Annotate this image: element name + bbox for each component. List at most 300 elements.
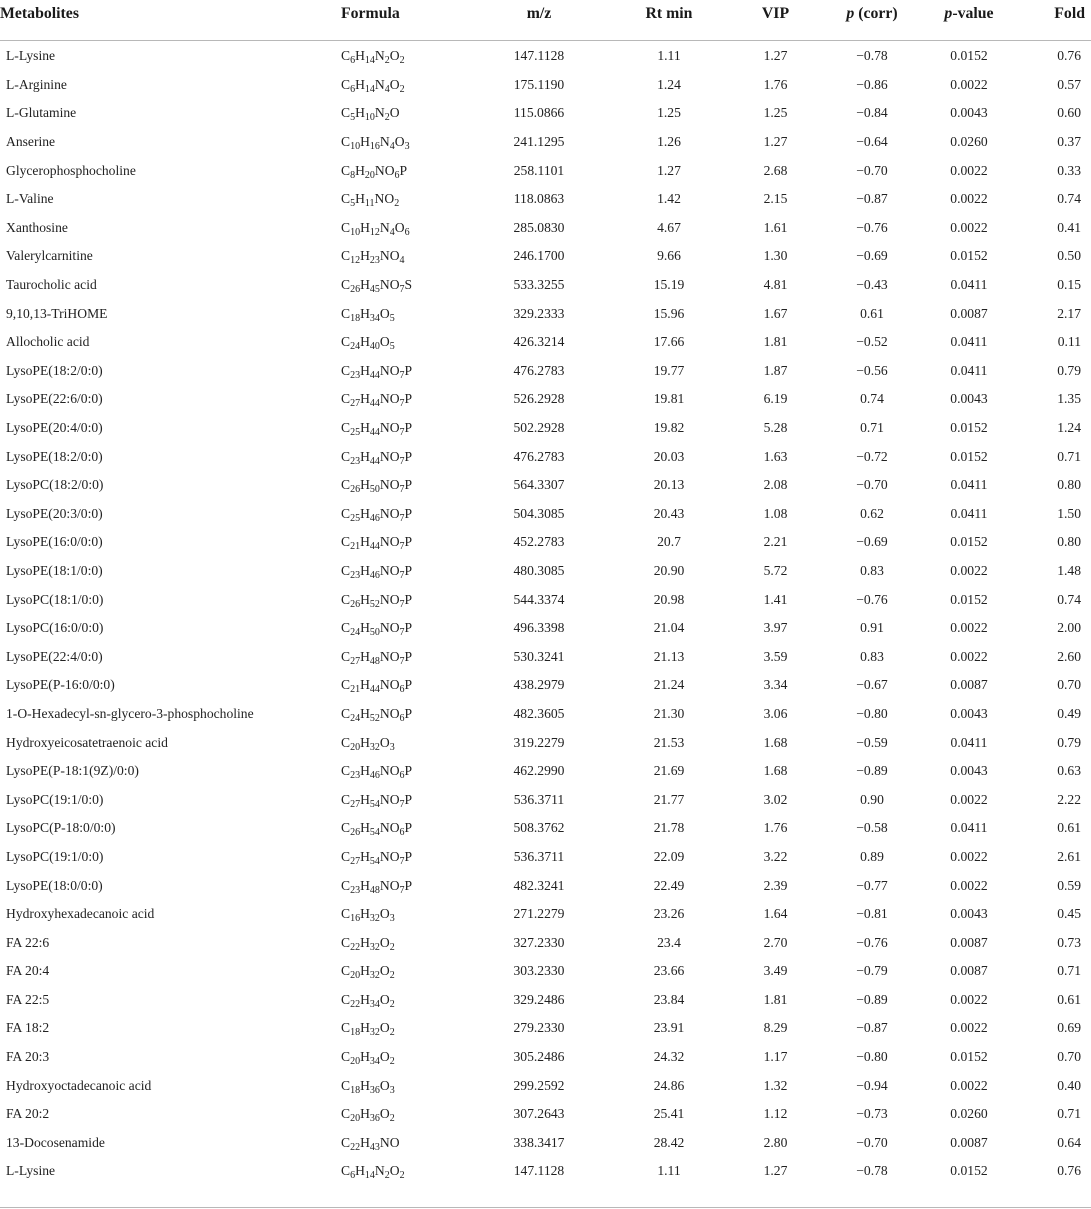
cell-vip: 3.22 (763, 848, 788, 864)
table-body (0, 42, 1091, 1186)
cell-formula (341, 957, 474, 986)
formula-subscript: 3 (389, 1084, 395, 1096)
formula-subscript: 14 (364, 83, 375, 95)
cell-metabolite: LysoPE(P-16:0/0:0) (6, 677, 115, 693)
formula-element: C (341, 848, 351, 864)
cell-mz: 462.2990 (513, 763, 565, 779)
cell-rt: 21.30 (653, 705, 685, 721)
formula-element: NO (374, 191, 395, 207)
cell-mz: 241.1295 (513, 134, 565, 150)
formula-element: H (355, 1163, 365, 1179)
formula-element: H (360, 591, 370, 607)
cell-pvalue: 0.0022 (950, 620, 988, 636)
cell-pcorr: 0.74 (860, 391, 884, 407)
formula-subscript: 2 (384, 112, 390, 124)
formula-element: C (341, 1077, 351, 1093)
cell-mz: 496.3398 (513, 620, 565, 636)
formula-element: H (360, 705, 370, 721)
cell-fold: 0.50 (1057, 248, 1081, 264)
cell-metabolite: LysoPE(18:0/0:0) (6, 877, 103, 893)
table-row (0, 900, 1091, 929)
cell-fold: 0.33 (1057, 162, 1081, 178)
table-row (0, 500, 1091, 529)
table-row (0, 1071, 1091, 1100)
formula-subscript: 45 (369, 284, 380, 296)
cell-vip: 1.76 (763, 76, 788, 92)
formula-element: N (374, 105, 385, 121)
cell-metabolite: LysoPC(P-18:0/0:0) (6, 820, 116, 836)
cell-rt: 21.13 (653, 648, 685, 664)
cell-pvalue: 0.0152 (950, 1049, 988, 1065)
formula-subscript: 54 (369, 827, 380, 839)
cell-metabolite: LysoPC(19:1/0:0) (6, 791, 104, 807)
formula-subscript: 14 (364, 55, 375, 67)
table-row (0, 957, 1091, 986)
cell-vip: 2.80 (763, 1134, 788, 1150)
cell-fold: 0.76 (1057, 1163, 1081, 1179)
cell-vip: 1.27 (763, 1163, 788, 1179)
formula-subscript: 34 (369, 1056, 380, 1068)
table-row (0, 242, 1091, 271)
formula-subscript: 6 (350, 55, 356, 67)
formula-subscript: 6 (399, 827, 405, 839)
cell-metabolite: LysoPE(16:0/0:0) (6, 534, 103, 550)
formula-subscript: 26 (350, 598, 361, 610)
cell-formula (341, 614, 474, 643)
formula-element: H (360, 391, 370, 407)
cell-rt: 19.81 (653, 391, 685, 407)
table-row (0, 528, 1091, 557)
formula-element: NO (379, 705, 400, 721)
formula-subscript: 50 (369, 627, 380, 639)
cell-pcorr: −0.89 (856, 763, 888, 779)
formula-element: O (379, 1049, 390, 1065)
table-row (0, 185, 1091, 214)
formula-element: H (360, 277, 370, 293)
cell-fold: 0.49 (1057, 705, 1081, 721)
formula-element: C (341, 934, 351, 950)
cell-pcorr: −0.84 (856, 105, 888, 121)
cell-pvalue: 0.0022 (950, 648, 988, 664)
formula-element: H (355, 48, 365, 64)
cell-formula (341, 357, 474, 386)
cell-metabolite: FA 20:2 (6, 1106, 50, 1122)
formula-subscript: 7 (399, 455, 405, 467)
cell-pcorr: −0.78 (856, 48, 888, 64)
formula-subscript: 24 (350, 627, 361, 639)
cell-pvalue: 0.0043 (950, 906, 988, 922)
cell-pcorr: −0.76 (856, 219, 888, 235)
formula-element: NO (379, 277, 400, 293)
formula-element: C (341, 191, 351, 207)
formula-element: H (360, 334, 370, 350)
cell-mz: 115.0866 (513, 105, 565, 121)
formula-subscript: 54 (369, 855, 380, 867)
cell-pcorr: 0.62 (860, 505, 884, 521)
formula-element: H (360, 505, 370, 521)
cell-fold: 0.73 (1057, 934, 1081, 950)
cell-fold: 0.57 (1057, 76, 1081, 92)
formula-subscript: 25 (350, 512, 361, 524)
formula-subscript: 26 (350, 827, 361, 839)
cell-rt: 4.67 (657, 219, 681, 235)
cell-vip: 4.81 (763, 277, 788, 293)
cell-fold: 0.15 (1057, 277, 1081, 293)
cell-formula (341, 214, 474, 243)
cell-metabolite: L-Lysine (6, 1163, 56, 1179)
formula-element: O (379, 906, 390, 922)
formula-subscript: 46 (369, 770, 380, 782)
formula-element: P (404, 648, 413, 664)
formula-subscript: 48 (369, 884, 380, 896)
cell-fold: 0.11 (1057, 334, 1081, 350)
cell-rt: 17.66 (653, 334, 685, 350)
formula-subscript: 7 (399, 569, 405, 581)
cell-rt: 21.04 (653, 620, 685, 636)
cell-rt: 1.27 (657, 162, 681, 178)
cell-pvalue: 0.0411 (950, 820, 988, 836)
cell-rt: 21.77 (653, 791, 685, 807)
formula-element: C (341, 1049, 351, 1065)
formula-element: S (404, 277, 413, 293)
cell-formula (341, 128, 474, 157)
cell-pcorr: −0.43 (856, 277, 888, 293)
formula-element: P (404, 763, 413, 779)
formula-element: H (360, 648, 370, 664)
formula-subscript: 5 (350, 198, 356, 210)
formula-element: C (341, 820, 351, 836)
table-row (0, 328, 1091, 357)
cell-pvalue: 0.0260 (950, 1106, 988, 1122)
cell-pvalue: 0.0152 (950, 591, 988, 607)
cell-pcorr: −0.69 (856, 248, 888, 264)
formula-subscript: 20 (364, 169, 375, 181)
cell-mz: 508.3762 (513, 820, 565, 836)
formula-subscript: 44 (369, 455, 380, 467)
cell-pcorr: −0.81 (856, 906, 888, 922)
cell-mz: 438.2979 (513, 677, 565, 693)
formula-subscript: 2 (389, 998, 395, 1010)
header-rt: Rt min (645, 5, 693, 22)
cell-metabolite: FA 22:5 (6, 991, 50, 1007)
cell-pvalue: 0.0022 (950, 1020, 988, 1036)
formula-subscript: 21 (350, 684, 361, 696)
cell-rt: 1.42 (657, 191, 681, 207)
header-pcorr-p: p (846, 5, 855, 22)
cell-metabolite: Hydroxyoctadecanoic acid (6, 1077, 152, 1093)
cell-mz: 329.2486 (513, 991, 565, 1007)
table-row (0, 299, 1091, 328)
formula-element: C (341, 219, 351, 235)
cell-rt: 23.84 (653, 991, 685, 1007)
cell-mz: 307.2643 (513, 1106, 565, 1122)
cell-pcorr: −0.87 (856, 191, 888, 207)
cell-rt: 1.26 (657, 134, 681, 150)
cell-pvalue: 0.0087 (950, 677, 988, 693)
cell-pvalue: 0.0022 (950, 791, 988, 807)
cell-mz: 536.3711 (513, 791, 565, 807)
header-pcorr (817, 0, 927, 28)
table-row (0, 785, 1091, 814)
formula-subscript: 46 (369, 512, 380, 524)
formula-subscript: 6 (399, 684, 405, 696)
cell-mz: 476.2783 (513, 448, 565, 464)
formula-element: P (404, 620, 413, 636)
formula-element: O (379, 1077, 390, 1093)
formula-element: O (394, 134, 405, 150)
cell-pvalue: 0.0087 (950, 934, 988, 950)
formula-subscript: 44 (369, 369, 380, 381)
cell-metabolite: LysoPC(16:0/0:0) (6, 620, 104, 636)
formula-element: C (341, 334, 351, 350)
cell-metabolite: L-Glutamine (6, 105, 77, 121)
formula-subscript: 7 (399, 598, 405, 610)
formula-element: C (341, 162, 351, 178)
cell-metabolite: FA 20:3 (6, 1049, 50, 1065)
cell-vip: 1.27 (763, 134, 788, 150)
cell-pvalue: 0.0043 (950, 105, 988, 121)
cell-pcorr: −0.80 (856, 1049, 888, 1065)
cell-mz: 530.3241 (513, 648, 565, 664)
formula-element: C (341, 677, 351, 693)
formula-subscript: 7 (399, 884, 405, 896)
formula-element: H (360, 934, 370, 950)
formula-element: C (341, 105, 351, 121)
table-row (0, 928, 1091, 957)
header-pvalue (927, 0, 1011, 28)
table-row (0, 71, 1091, 100)
formula-subscript: 2 (399, 55, 405, 67)
formula-element: C (341, 477, 351, 493)
cell-fold: 0.74 (1057, 591, 1081, 607)
cell-pcorr: −0.58 (856, 820, 888, 836)
cell-vip: 6.19 (763, 391, 788, 407)
formula-element: H (360, 362, 370, 378)
cell-formula (341, 242, 474, 271)
formula-subscript: 18 (350, 1027, 361, 1039)
cell-formula (341, 1100, 474, 1129)
formula-subscript: 25 (350, 427, 361, 439)
table-row (0, 99, 1091, 128)
formula-element: O (379, 1020, 390, 1036)
cell-fold: 0.40 (1057, 1077, 1081, 1093)
cell-pcorr: −0.76 (856, 934, 888, 950)
formula-element: C (341, 620, 351, 636)
cell-pvalue: 0.0411 (950, 362, 988, 378)
cell-fold: 1.35 (1057, 391, 1081, 407)
cell-rt: 19.82 (653, 420, 685, 436)
cell-vip: 1.68 (763, 763, 788, 779)
cell-pvalue: 0.0043 (950, 763, 988, 779)
cell-mz: 482.3605 (513, 705, 565, 721)
table-row (0, 1100, 1091, 1129)
formula-element: H (360, 963, 370, 979)
table-row (0, 1157, 1091, 1186)
cell-vip: 1.32 (763, 1077, 788, 1093)
formula-element: C (341, 277, 351, 293)
formula-subscript: 32 (369, 741, 380, 753)
cell-fold: 0.74 (1057, 191, 1081, 207)
formula-element: C (341, 963, 351, 979)
formula-element: P (404, 477, 413, 493)
cell-metabolite: 13-Docosenamide (6, 1134, 105, 1150)
formula-subscript: 2 (389, 1113, 395, 1125)
table-row (0, 557, 1091, 586)
formula-subscript: 10 (350, 226, 361, 238)
formula-element: H (360, 906, 370, 922)
formula-subscript: 43 (369, 1141, 380, 1153)
formula-subscript: 24 (350, 712, 361, 724)
table-row (0, 843, 1091, 872)
formula-element: H (355, 191, 365, 207)
cell-vip: 3.34 (763, 677, 788, 693)
cell-fold: 0.71 (1057, 963, 1081, 979)
formula-element: H (360, 305, 370, 321)
cell-vip: 2.70 (763, 934, 788, 950)
cell-rt: 20.13 (653, 477, 685, 493)
cell-rt: 23.26 (653, 906, 685, 922)
cell-metabolite: LysoPE(20:3/0:0) (6, 505, 103, 521)
formula-element: N (374, 76, 385, 92)
cell-formula (341, 156, 474, 185)
formula-subscript: 7 (399, 798, 405, 810)
cell-metabolite: Hydroxyhexadecanoic acid (6, 906, 155, 922)
formula-subscript: 7 (399, 369, 405, 381)
cell-fold: 0.70 (1057, 1049, 1081, 1065)
cell-pcorr: −0.70 (856, 477, 888, 493)
formula-element: NO (379, 420, 400, 436)
formula-element: C (341, 48, 351, 64)
cell-fold: 0.63 (1057, 763, 1081, 779)
formula-element: P (404, 562, 413, 578)
cell-formula (341, 328, 474, 357)
table-row (0, 414, 1091, 443)
cell-metabolite: Glycerophosphocholine (6, 162, 136, 178)
cell-mz: 246.1700 (513, 248, 565, 264)
header-vip: VIP (761, 5, 790, 22)
formula-subscript: 20 (350, 1056, 361, 1068)
formula-subscript: 54 (369, 798, 380, 810)
formula-element: H (360, 1134, 370, 1150)
formula-element: H (360, 448, 370, 464)
cell-metabolite: LysoPC(18:2/0:0) (6, 477, 104, 493)
formula-element: C (341, 877, 351, 893)
cell-formula (341, 1157, 474, 1186)
cell-pcorr: −0.64 (856, 134, 888, 150)
cell-mz: 476.2783 (513, 362, 565, 378)
cell-pvalue: 0.0411 (950, 277, 988, 293)
formula-element: NO (379, 534, 400, 550)
table-row (0, 442, 1091, 471)
formula-element: NO (379, 448, 400, 464)
cell-formula (341, 471, 474, 500)
cell-pvalue: 0.0022 (950, 191, 988, 207)
table-row (0, 471, 1091, 500)
cell-metabolite: LysoPE(P-18:1(9Z)/0:0) (6, 763, 139, 779)
formula-element: H (360, 763, 370, 779)
formula-element: P (404, 591, 413, 607)
formula-element: C (341, 562, 351, 578)
cell-mz: 564.3307 (513, 477, 565, 493)
formula-element: N (379, 219, 390, 235)
cell-fold: 2.17 (1057, 305, 1081, 321)
cell-pvalue: 0.0043 (950, 705, 988, 721)
cell-formula (341, 500, 474, 529)
cell-formula (341, 642, 474, 671)
formula-subscript: 6 (394, 169, 400, 181)
cell-metabolite: 1-O-Hexadecyl-sn-glycero-3-phosphocholine (6, 705, 254, 721)
cell-metabolite: Taurocholic acid (6, 277, 97, 293)
cell-vip: 2.15 (763, 191, 788, 207)
cell-pcorr: 0.83 (860, 648, 884, 664)
formula-element: P (404, 820, 413, 836)
formula-subscript: 6 (399, 770, 405, 782)
formula-element: C (341, 791, 351, 807)
formula-subscript: 3 (404, 141, 410, 153)
cell-rt: 20.43 (653, 505, 685, 521)
formula-subscript: 2 (399, 83, 405, 95)
table-row (0, 128, 1091, 157)
cell-pcorr: −0.86 (856, 76, 888, 92)
formula-element: H (360, 734, 370, 750)
formula-subscript: 2 (399, 1170, 405, 1182)
cell-formula (341, 185, 474, 214)
formula-element: P (404, 705, 413, 721)
formula-subscript: 44 (369, 541, 380, 553)
formula-element: NO (379, 620, 400, 636)
cell-metabolite: L-Arginine (6, 76, 67, 92)
cell-pcorr: −0.78 (856, 1163, 888, 1179)
cell-rt: 21.24 (653, 677, 685, 693)
cell-rt: 15.19 (653, 277, 685, 293)
cell-rt: 24.86 (653, 1077, 685, 1093)
cell-rt: 24.32 (653, 1049, 685, 1065)
cell-rt: 23.66 (653, 963, 685, 979)
formula-element: P (404, 677, 413, 693)
formula-element: O (389, 1163, 400, 1179)
formula-element: C (341, 906, 351, 922)
formula-subscript: 27 (350, 798, 361, 810)
cell-vip: 1.08 (763, 505, 788, 521)
cell-formula (341, 42, 474, 71)
cell-pvalue: 0.0022 (950, 1077, 988, 1093)
formula-subscript: 52 (369, 712, 380, 724)
cell-metabolite: LysoPE(18:1/0:0) (6, 562, 103, 578)
cell-pcorr: −0.69 (856, 534, 888, 550)
formula-element: H (360, 134, 370, 150)
cell-vip: 1.67 (763, 305, 788, 321)
formula-subscript: 22 (350, 941, 361, 953)
formula-subscript: 23 (350, 770, 361, 782)
formula-element: H (360, 820, 370, 836)
formula-element: H (360, 562, 370, 578)
formula-element: H (355, 162, 365, 178)
formula-element: C (341, 591, 351, 607)
cell-pvalue: 0.0152 (950, 448, 988, 464)
cell-pvalue: 0.0022 (950, 76, 988, 92)
formula-element: P (404, 791, 413, 807)
cell-mz: 536.3711 (513, 848, 565, 864)
cell-pvalue: 0.0411 (950, 734, 988, 750)
formula-element: NO (374, 162, 395, 178)
formula-element: P (404, 391, 413, 407)
formula-element: NO (379, 820, 400, 836)
cell-metabolite: LysoPE(22:4/0:0) (6, 648, 103, 664)
cell-rt: 1.11 (657, 48, 681, 64)
formula-subscript: 40 (369, 341, 380, 353)
cell-mz: 299.2592 (513, 1077, 565, 1093)
formula-subscript: 10 (350, 141, 361, 153)
